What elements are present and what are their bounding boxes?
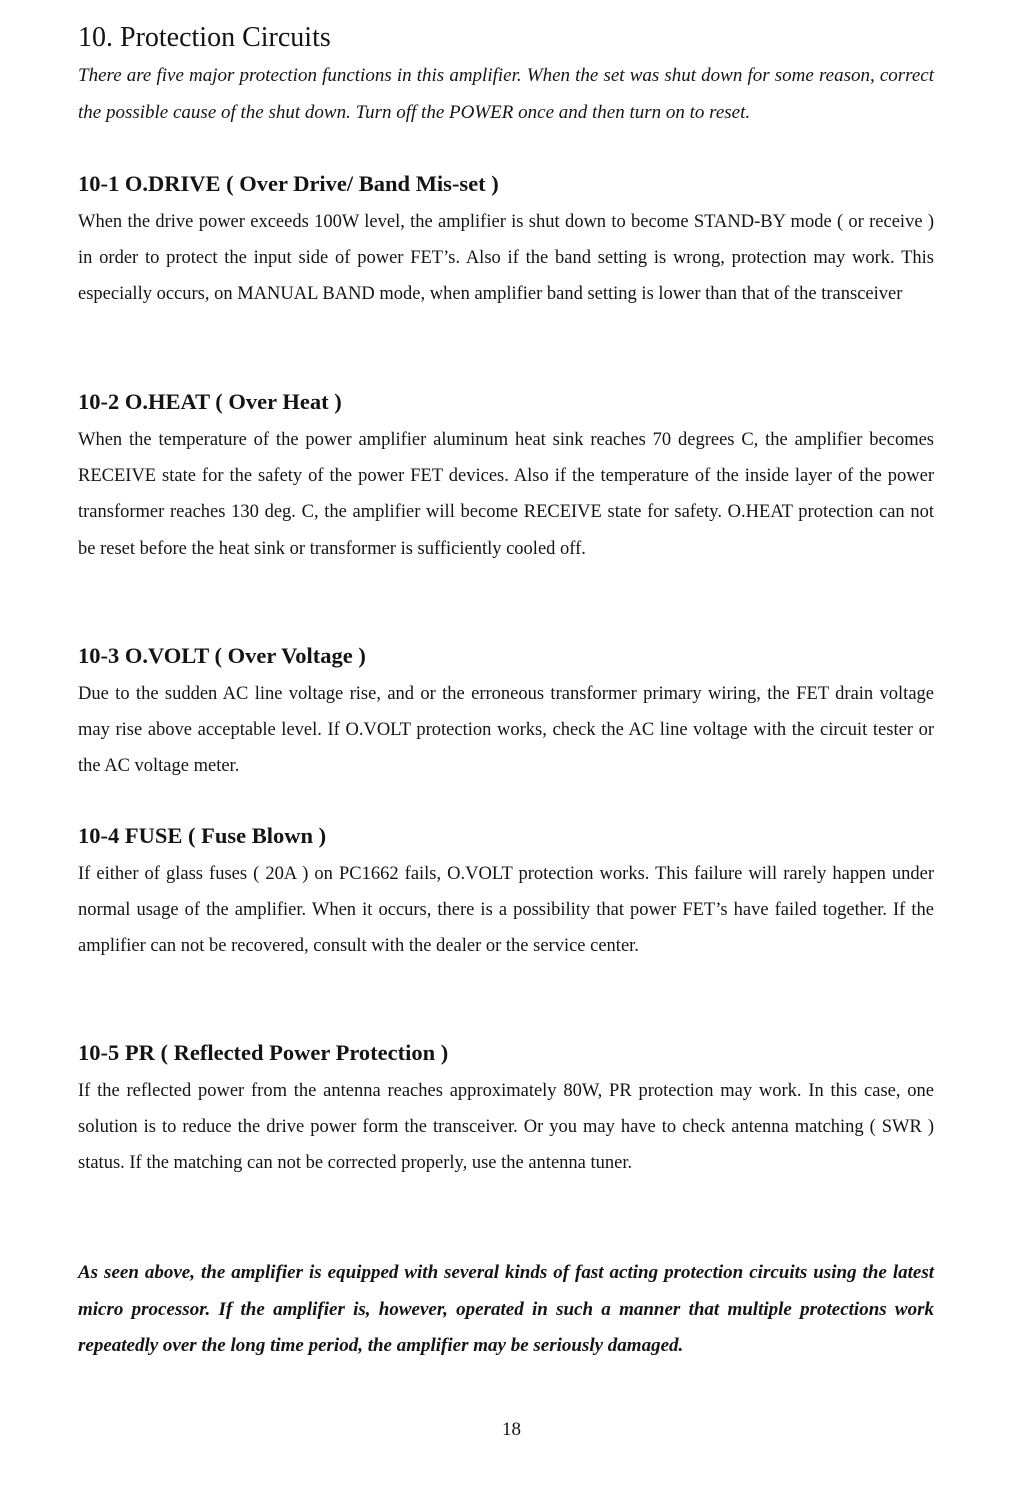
page-title: 10. Protection Circuits: [78, 22, 331, 53]
section-odrive: [78, 168, 934, 313]
section-fuse: [78, 820, 934, 965]
section-heading: 10-5 PR ( Reflected Power Protection ): [78, 1040, 449, 1065]
section-body: Due to the sudden AC line voltage rise, and or the erroneous transformer primary wiring, the FET drain voltage may rise above acceptable level. If O.VOLT protection works, check the AC line voltage with the circuit tester or the AC voltage meter.: [78, 684, 934, 777]
section-heading: 10-1 O.DRIVE ( Over Drive/ Band Mis-set ): [78, 171, 499, 196]
section-pr: [78, 1037, 934, 1182]
section-oheat: [78, 386, 934, 567]
intro-paragraph: There are five major protection functions in this amplifier. When the set was shut down for some reason, correct the possible cause of the shut down. Turn off the POWER once and then turn on to reset.: [78, 65, 934, 123]
section-heading: 10-2 O.HEAT ( Over Heat ): [78, 389, 342, 414]
section-heading: 10-4 FUSE ( Fuse Blown ): [78, 823, 327, 848]
section-body: If the reflected power from the antenna reaches approximately 80W, PR protection may work. In this case, one solution is to reduce the drive power form the transceiver. Or you may have to check antenna matching ( SWR ) status. If the matching can not be corrected properly, use the antenna tuner.: [78, 1081, 934, 1174]
section-ovolt: [78, 640, 934, 785]
section-body: When the drive power exceeds 100W level, the amplifier is shut down to become STAND-BY mode ( or receive ) in order to protect the input side of power FET’s. Also if the band setting is wrong, protection may work. This especially occurs, on MANUAL BAND mode, when amplifier band setting is lower than that of the transceiver: [78, 212, 934, 305]
section-body: If either of glass fuses ( 20A ) on PC1662 fails, O.VOLT protection works. This failure will rarely happen under normal usage of the amplifier. When it occurs, there is a possibility that power FET’s have failed together. If the amplifier can not be recovered, consult with the dealer or the service center.: [78, 864, 934, 957]
section-heading: 10-3 O.VOLT ( Over Voltage ): [78, 643, 366, 668]
page-number: 18: [502, 1419, 521, 1440]
section-body: When the temperature of the power amplifier aluminum heat sink reaches 70 degrees C, the amplifier becomes RECEIVE state for the safety of the power FET devices. Also if the temperature of the inside layer of the power transformer reaches 130 deg. C, the amplifier will become RECEIVE state for safety. O.HEAT protection can not be reset before the heat sink or transformer is sufficiently cooled off.: [78, 430, 934, 559]
closing-paragraph: As seen above, the amplifier is equipped with several kinds of fast acting protection circuits using the latest micro processor. If the amplifier is, however, operated in such a manner that multiple protections work repeatedly over the long time period, the amplifier may be seriously damaged.: [78, 1262, 934, 1356]
